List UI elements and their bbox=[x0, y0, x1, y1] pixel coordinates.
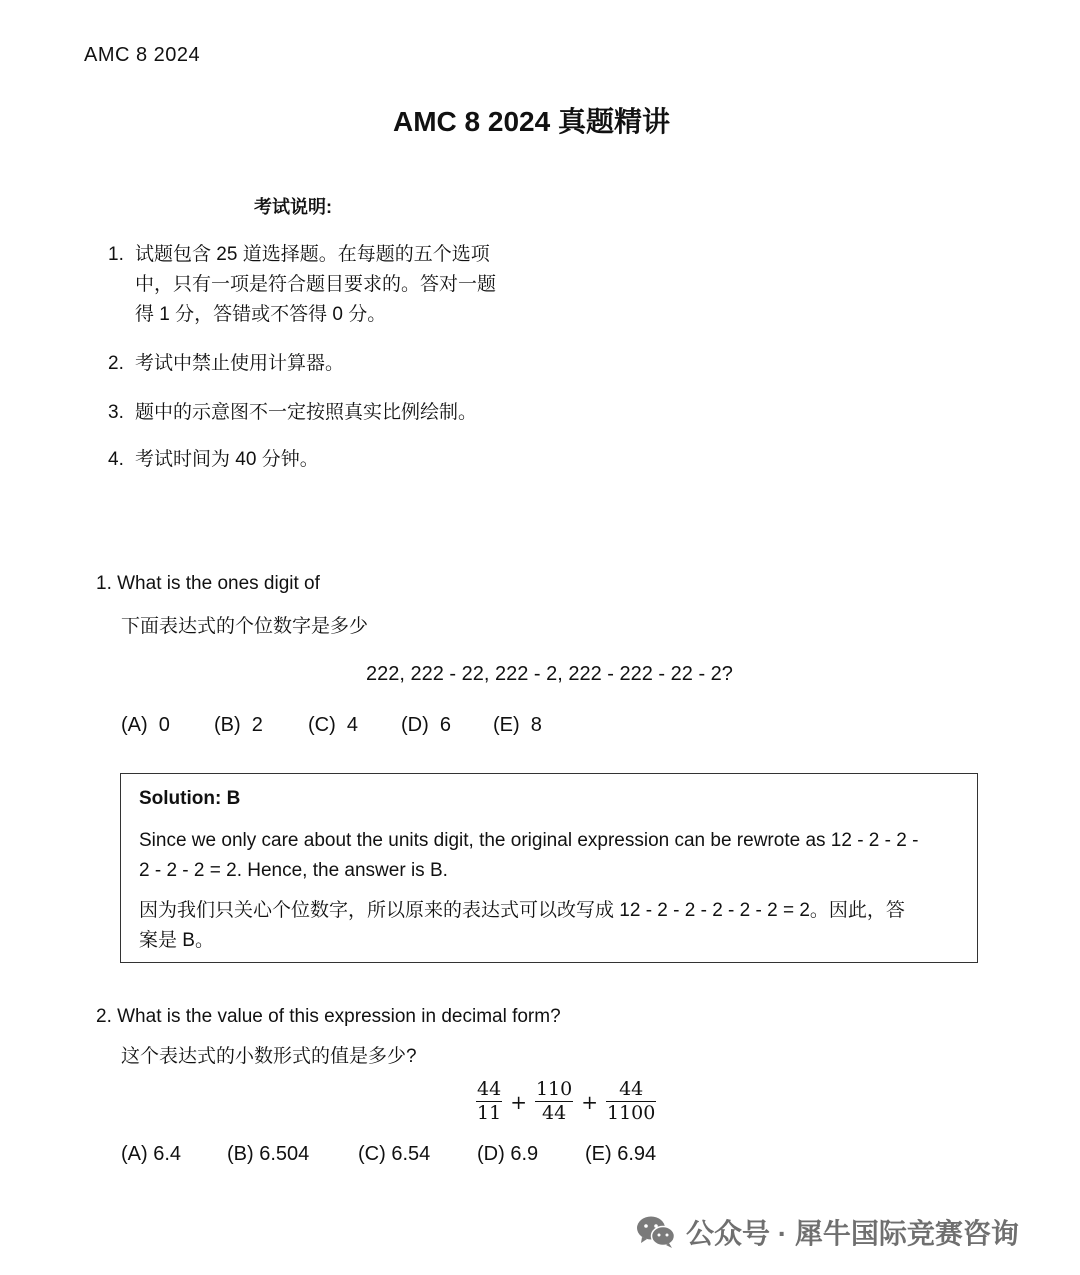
choice-value: 2 bbox=[251, 714, 263, 736]
solution-cn-line: 因为我们只关心个位数字，所以原来的表达式可以改写成 12 - 2 - 2 - 2 - 2 - 2 = 2。因此，答 bbox=[139, 900, 905, 921]
choice-value: 6.9 bbox=[510, 1143, 539, 1165]
instruction-item-3 bbox=[108, 398, 477, 428]
choice-label: (A) bbox=[121, 714, 148, 736]
choice-value: 0 bbox=[158, 714, 170, 736]
q2-cn: 这个表达式的小数形式的值是多少? bbox=[121, 1046, 417, 1067]
choice-label: (D) bbox=[477, 1143, 505, 1165]
instruction-text-line: 中，只有一项是符合题目要求的。答对一题 bbox=[135, 274, 497, 295]
q2-choice-d bbox=[477, 1143, 538, 1166]
page-title: AMC 8 2024 真题精讲 bbox=[393, 106, 670, 137]
fraction bbox=[606, 1078, 656, 1125]
plus-operator: + bbox=[581, 1089, 598, 1114]
fraction-numerator: 44 bbox=[619, 1078, 644, 1100]
q2-choice-b bbox=[227, 1143, 309, 1166]
plus-operator: + bbox=[510, 1089, 527, 1114]
q1-cn: 下面表达式的个位数字是多少 bbox=[121, 616, 369, 637]
q2-choice-a bbox=[121, 1143, 181, 1166]
choice-value: 6 bbox=[439, 714, 452, 736]
q1-choice-b bbox=[214, 714, 263, 737]
instruction-text-line: 考试时间为 40 分钟。 bbox=[135, 449, 319, 470]
choice-label: (B) bbox=[227, 1143, 254, 1165]
fraction bbox=[476, 1078, 502, 1125]
fraction-denominator: 1100 bbox=[606, 1102, 656, 1125]
solution-english bbox=[139, 826, 969, 886]
fraction-numerator: 44 bbox=[477, 1078, 502, 1100]
solution-cn-line: 案是 B。 bbox=[139, 930, 214, 951]
choice-value: 8 bbox=[530, 714, 542, 736]
q1-choice-d bbox=[401, 714, 451, 737]
q2-choice-e bbox=[585, 1143, 656, 1166]
q1-choice-c bbox=[308, 714, 358, 737]
instruction-text-line: 试题包含 25 道选择题。在每题的五个选项 bbox=[135, 244, 490, 265]
instruction-number: 1. bbox=[108, 244, 124, 265]
q2-fraction-expression bbox=[474, 1078, 658, 1125]
q2-choice-c bbox=[358, 1143, 430, 1166]
instruction-number: 4. bbox=[108, 449, 124, 470]
footer-watermark bbox=[636, 1212, 1019, 1252]
header-label: AMC 8 2024 bbox=[84, 44, 201, 66]
choice-label: (D) bbox=[401, 714, 429, 736]
footer-text: 公众号 · 犀牛国际竞赛咨询 bbox=[686, 1218, 1019, 1249]
q2-choices bbox=[0, 1143, 1080, 1173]
solution-en-line: 2 - 2 - 2 = 2. Hence, the answer is B. bbox=[139, 860, 448, 881]
choice-label: (C) bbox=[358, 1143, 386, 1165]
solution-title: Solution: B bbox=[139, 788, 241, 809]
instruction-item-4 bbox=[108, 445, 319, 475]
choice-value: 6.94 bbox=[617, 1143, 657, 1165]
solution-en-line: Since we only care about the units digit, the original expression can be rewrote as 12 - 2 - 2 - bbox=[139, 830, 919, 851]
choice-label: (A) bbox=[121, 1143, 148, 1165]
choice-label: (E) bbox=[585, 1143, 612, 1165]
instruction-number: 2. bbox=[108, 353, 124, 374]
q1-choices bbox=[0, 714, 1080, 744]
solution-chinese bbox=[139, 896, 969, 956]
q1-stem: 1. What is the ones digit of bbox=[96, 573, 320, 594]
instructions-heading: 考试说明: bbox=[254, 197, 332, 217]
q1-choice-a bbox=[121, 714, 170, 737]
q1-choice-e bbox=[493, 714, 542, 737]
fraction-numerator: 110 bbox=[535, 1078, 573, 1100]
choice-label: (C) bbox=[308, 714, 336, 736]
q2-stem: 2. What is the value of this expression in decimal form? bbox=[96, 1006, 561, 1027]
choice-value: 4 bbox=[346, 714, 359, 736]
choice-value: 6.504 bbox=[259, 1143, 310, 1165]
choice-label: (E) bbox=[493, 714, 520, 736]
instruction-number: 3. bbox=[108, 402, 124, 423]
choice-value: 6.54 bbox=[391, 1143, 431, 1165]
choice-label: (B) bbox=[214, 714, 241, 736]
instruction-text-line: 考试中禁止使用计算器。 bbox=[135, 353, 345, 374]
fraction-denominator: 11 bbox=[477, 1102, 502, 1125]
q1-expression: 222, 222 - 22, 222 - 2, 222 - 222 - 22 - 2? bbox=[366, 663, 733, 685]
fraction-denominator: 44 bbox=[541, 1102, 567, 1125]
solution-box bbox=[120, 773, 978, 963]
wechat-icon bbox=[636, 1215, 676, 1249]
instruction-item-2 bbox=[108, 349, 344, 379]
fraction bbox=[535, 1078, 573, 1125]
choice-value: 6.4 bbox=[153, 1143, 182, 1165]
instruction-text-line: 得 1 分，答错或不答得 0 分。 bbox=[135, 304, 387, 325]
instruction-text-line: 题中的示意图不一定按照真实比例绘制。 bbox=[135, 402, 478, 423]
instruction-item-1 bbox=[108, 240, 496, 330]
